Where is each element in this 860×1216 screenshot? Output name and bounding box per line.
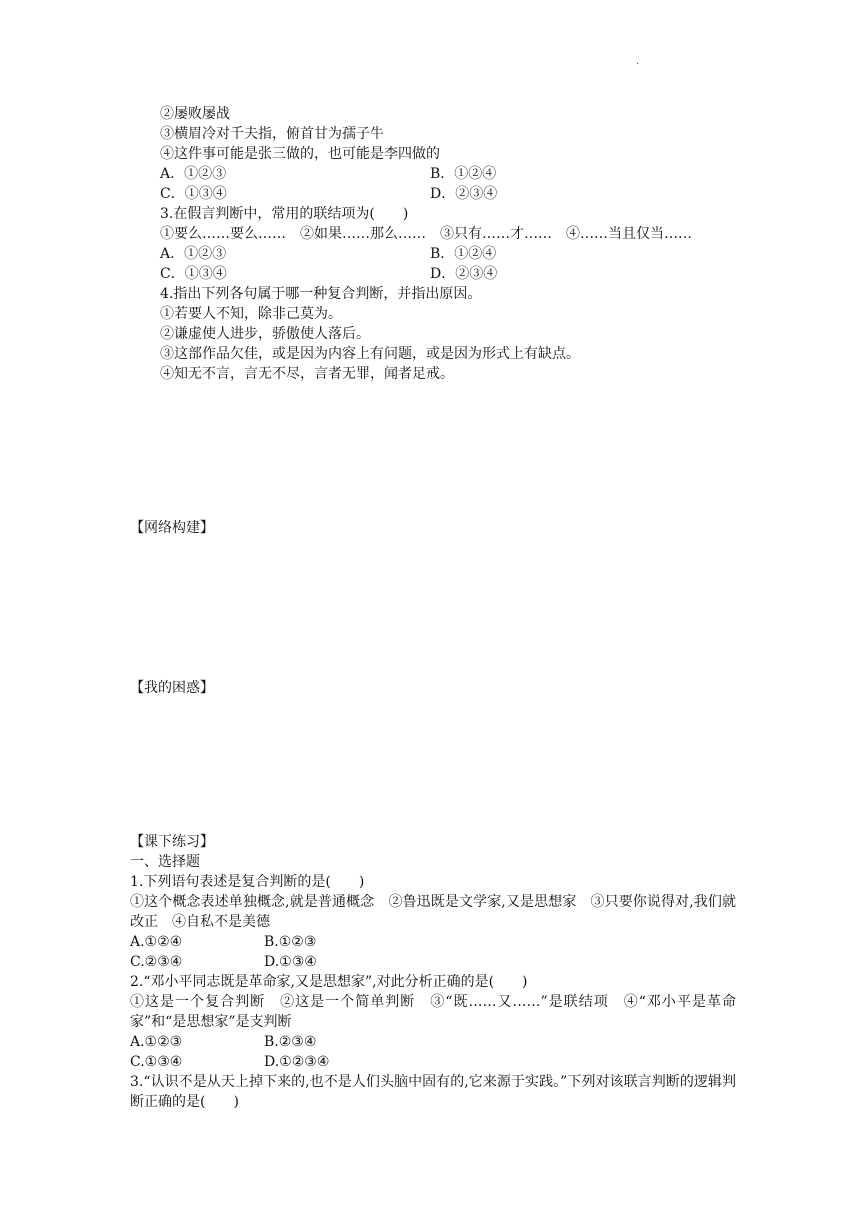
practice-q2-options-row-1 xyxy=(130,1032,736,1052)
practice-q1-options-row-2 xyxy=(130,952,736,972)
practice-q1-body: ①这个概念表述单独概念,就是普通概念 ②鲁迅既是文学家,又是思想家 ③只要你说得对,我们就改正 ④自私不是美德 xyxy=(130,894,736,930)
practice-q1-options-row-1 xyxy=(130,932,736,952)
q2-item-2: ②屡败屡战 xyxy=(160,106,230,122)
practice-q2-option-a: A.①②③ xyxy=(130,1034,183,1050)
q2-options-row-1 xyxy=(130,164,736,184)
q2-item-3: ③横眉冷对千夫指，俯首甘为孺子牛 xyxy=(160,126,384,142)
q4-stem: 4.指出下列各句属于哪一种复合判断，并指出原因。 xyxy=(160,286,482,302)
practice-q1-stem: 1.下列语句表述是复合判断的是( ) xyxy=(130,874,365,890)
q2-options-row-2 xyxy=(130,184,736,204)
q3-option-a: A．①②③ xyxy=(160,246,227,262)
practice-q2-option-b: B.②③④ xyxy=(264,1034,317,1050)
q4-item-1: ①若要人不知，除非己莫为。 xyxy=(160,306,342,322)
q4-item-3: ③这部作品欠佳，或是因为内容上有问题，或是因为形式上有缺点。 xyxy=(160,346,580,362)
q2-option-d: D．②③④ xyxy=(430,186,498,202)
practice-q2-stem: 2.“邓小平同志既是革命家,又是思想家”,对此分析正确的是( ) xyxy=(130,974,528,990)
practice-section xyxy=(130,832,736,1112)
section-confusion-heading: 【我的困惑】 xyxy=(130,680,214,696)
part1-section xyxy=(130,104,736,384)
q4-item-4: ④知无不言，言无不尽，言者无罪，闻者足戒。 xyxy=(160,366,454,382)
q3-items: ①要么……要么…… ②如果……那么…… ③只有……才…… ④……当且仅当…… xyxy=(160,226,692,242)
practice-q2-options-row-2 xyxy=(130,1052,736,1072)
q2-option-b: B．①②④ xyxy=(430,166,497,182)
q3-option-b: B．①②④ xyxy=(430,246,497,262)
q3-stem: 3.在假言判断中，常用的联结项为( ) xyxy=(160,206,409,222)
practice-q1-option-d: D.①③④ xyxy=(264,954,317,970)
q3-options-row-1 xyxy=(130,244,736,264)
practice-q2-body: ①这是一个复合判断 ②这是一个简单判断 ③“既……又……”是联结项 ④“邓小平是革命家”和“是思想家”是支判断 xyxy=(130,994,736,1030)
practice-q2-option-c: C.①③④ xyxy=(130,1054,183,1070)
practice-q3-stem: 3.“认识不是从天上掉下来的,也不是人们头脑中固有的,它来源于实践。”下列对该联言判断的逻辑判断正确的是( ) xyxy=(130,1074,736,1110)
practice-q2-option-d: D.①②③④ xyxy=(264,1054,330,1070)
practice-q1-option-c: C.②③④ xyxy=(130,954,183,970)
q2-option-c: C．①③④ xyxy=(160,186,227,202)
section-practice-heading: 【课下练习】 xyxy=(130,834,214,850)
section-network-heading: 【网络构建】 xyxy=(130,520,214,536)
q2-item-4: ④这件事可能是张三做的，也可能是李四做的 xyxy=(160,146,440,162)
q3-option-c: C．①③④ xyxy=(160,266,227,282)
practice-q1-option-b: B.①②③ xyxy=(264,934,317,950)
q3-options-row-2 xyxy=(130,264,736,284)
q3-option-d: D．②③④ xyxy=(430,266,498,282)
practice-q1-option-a: A.①②④ xyxy=(130,934,183,950)
q2-option-a: A．①②③ xyxy=(160,166,227,182)
page-mark: . xyxy=(636,56,640,67)
practice-subheading: 一、选择题 xyxy=(130,854,200,870)
q4-item-2: ②谦虚使人进步，骄傲使人落后。 xyxy=(160,326,370,342)
